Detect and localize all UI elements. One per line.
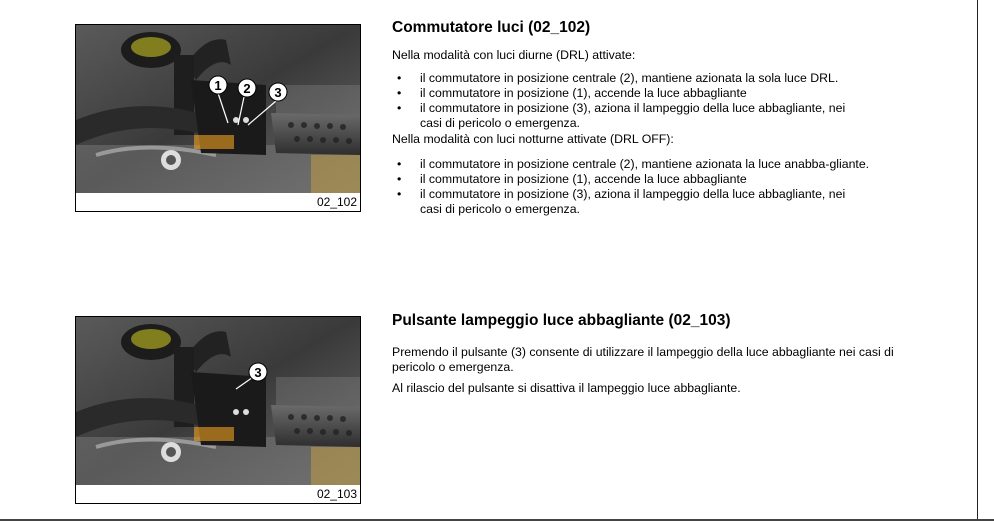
list-item: • il commutatore in posizione (3), aziona il lampeggio della luce abbagliante, nei casi di pericolo o emergenza. [397,187,846,216]
drl-intro: Nella modalità con luci diurne (DRL) attivate: [392,48,636,62]
figure-flash-button [75,316,361,504]
figure-caption: 02_103 [316,487,357,501]
drl-off-intro: Nella modalità con luci notturne attivate (DRL OFF): [392,132,674,146]
callout-3: 3 [254,365,262,380]
handlebar-switch-photo [76,25,360,193]
figure-caption: 02_102 [316,195,357,209]
callout-3: 3 [274,85,282,100]
section-pulsante-lampeggio [392,311,902,396]
callout-1: 1 [214,78,222,93]
figure-light-switch [75,24,361,212]
list-item: • il commutatore in posizione (1), accende la luce abbagliante [397,86,747,100]
section-title: Pulsante lampeggio luce abbagliante (02_103) [392,312,731,329]
handlebar-button-photo [76,317,360,485]
page-right-border [977,0,978,521]
list-item: • il commutatore in posizione centrale (2), mantiene azionata la sola luce DRL. [397,71,839,85]
callout-2: 2 [243,81,251,96]
list-item: • il commutatore in posizione (3), aziona il lampeggio della luce abbagliante, nei casi di pericolo o emergenza. [397,101,846,130]
list-item: • il commutatore in posizione (1), accende la luce abbagliante [397,172,747,186]
section-title: Commutatore luci (02_102) [392,19,591,36]
paragraph: Al rilascio del pulsante si disattiva il lampeggio luce abbagliante. [392,381,741,395]
drl-list [392,71,902,131]
section-commutatore-luci [392,18,902,217]
list-item: • il commutatore in posizione centrale (2), mantiene azionata la luce anabba-gliante. [397,157,870,171]
drl-off-list [392,157,902,217]
paragraph: Premendo il pulsante (3) consente di utilizzare il lampeggio della luce abbagliante nei casi di pericolo o emergenza. [392,345,894,374]
